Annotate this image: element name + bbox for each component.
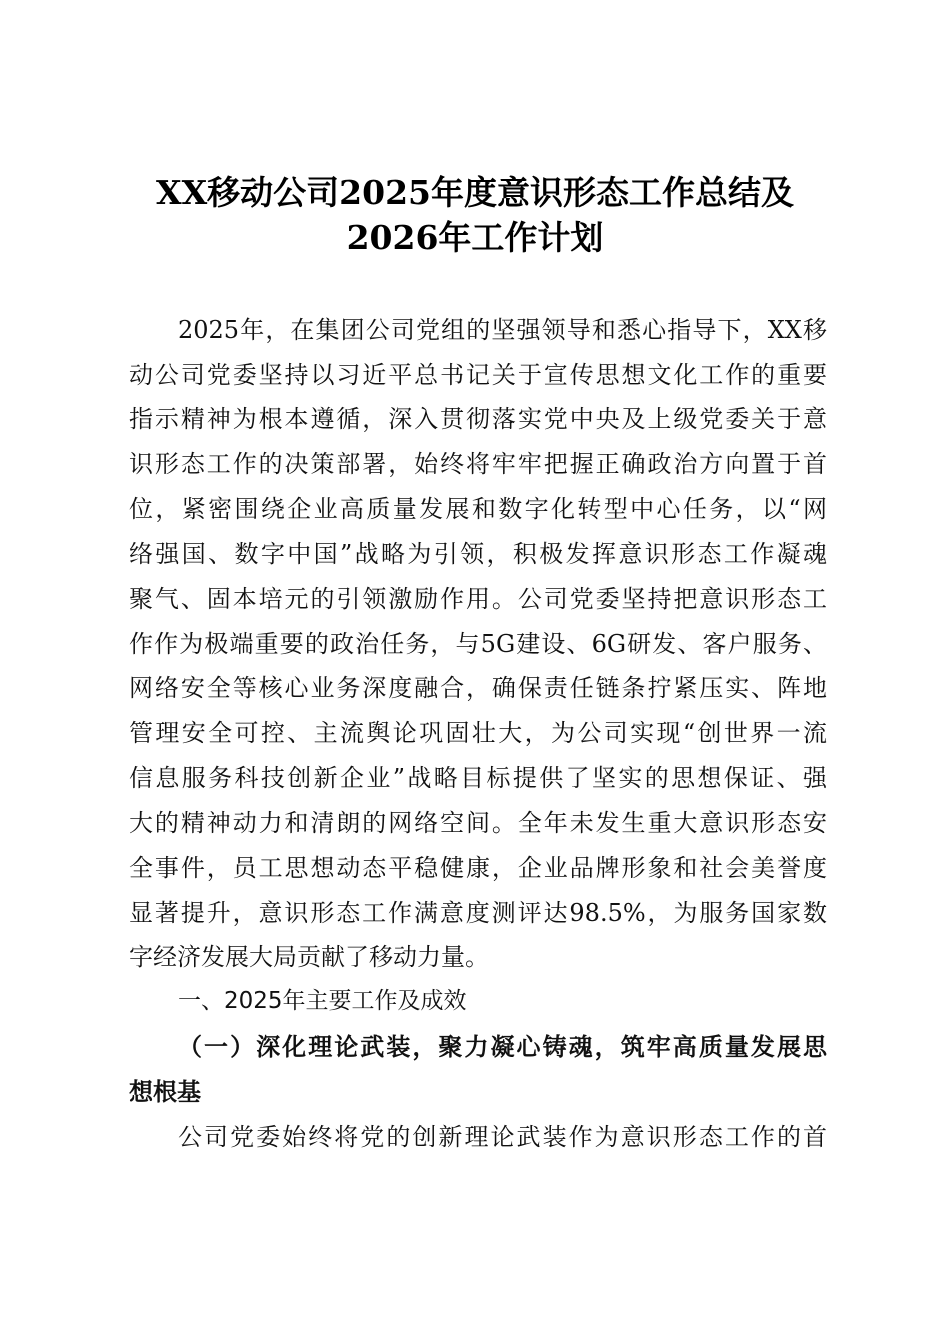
intro-paragraph-line: 字经济发展大局贡献了移动力量。: [129, 943, 489, 971]
intro-paragraph-line: 指示精神为根本遵循，深入贯彻落实党中央及上级党委关于意: [129, 405, 827, 433]
intro-paragraph-line: 位，紧密围绕企业高质量发展和数字化转型中心任务，以“网: [129, 495, 827, 523]
intro-paragraph-line: 聚气、固本培元的引领激励作用。公司党委坚持把意识形态工: [129, 585, 827, 613]
intro-paragraph-line: 全事件，员工思想动态平稳健康，企业品牌形象和社会美誉度: [129, 854, 827, 882]
intro-paragraph-line: 显著提升，意识形态工作满意度测评达98.5%，为服务国家数: [129, 899, 827, 927]
intro-paragraph-line: 网络安全等核心业务深度融合，确保责任链条拧紧压实、阵地: [129, 674, 827, 702]
intro-paragraph-line: 动公司党委坚持以习近平总书记关于宣传思想文化工作的重要: [129, 361, 827, 389]
intro-paragraph-line: 信息服务科技创新企业”战略目标提供了坚实的思想保证、强: [129, 764, 827, 792]
intro-paragraph-line: 作作为极端重要的政治任务，与5G建设、6G研发、客户服务、: [129, 630, 827, 658]
intro-paragraph-line: 2025年，在集团公司党组的坚强领导和悉心指导下，XX移: [178, 316, 827, 344]
intro-paragraph-line: 络强国、数字中国”战略为引领，积极发挥意识形态工作凝魂: [129, 540, 827, 568]
subsection-1-heading-line-2: 想根基: [129, 1077, 201, 1106]
document-title-line-2: 2026年工作计划: [346, 218, 604, 257]
subsection-1-paragraph-line: 公司党委始终将党的创新理论武装作为意识形态工作的首: [178, 1123, 827, 1151]
subsection-1-heading-line-1: （一）深化理论武装，聚力凝心铸魂，筑牢高质量发展思: [178, 1032, 827, 1061]
document-title-line-1: XX移动公司2025年度意识形态工作总结及: [155, 173, 795, 212]
intro-paragraph-line: 识形态工作的决策部署，始终将牢牢把握正确政治方向置于首: [129, 450, 827, 478]
section-1-heading: 一、2025年主要工作及成效: [178, 988, 467, 1014]
intro-paragraph-line: 大的精神动力和清朗的网络空间。全年未发生重大意识形态安: [129, 809, 827, 837]
intro-paragraph-line: 管理安全可控、主流舆论巩固壮大，为公司实现“创世界一流: [129, 719, 827, 747]
